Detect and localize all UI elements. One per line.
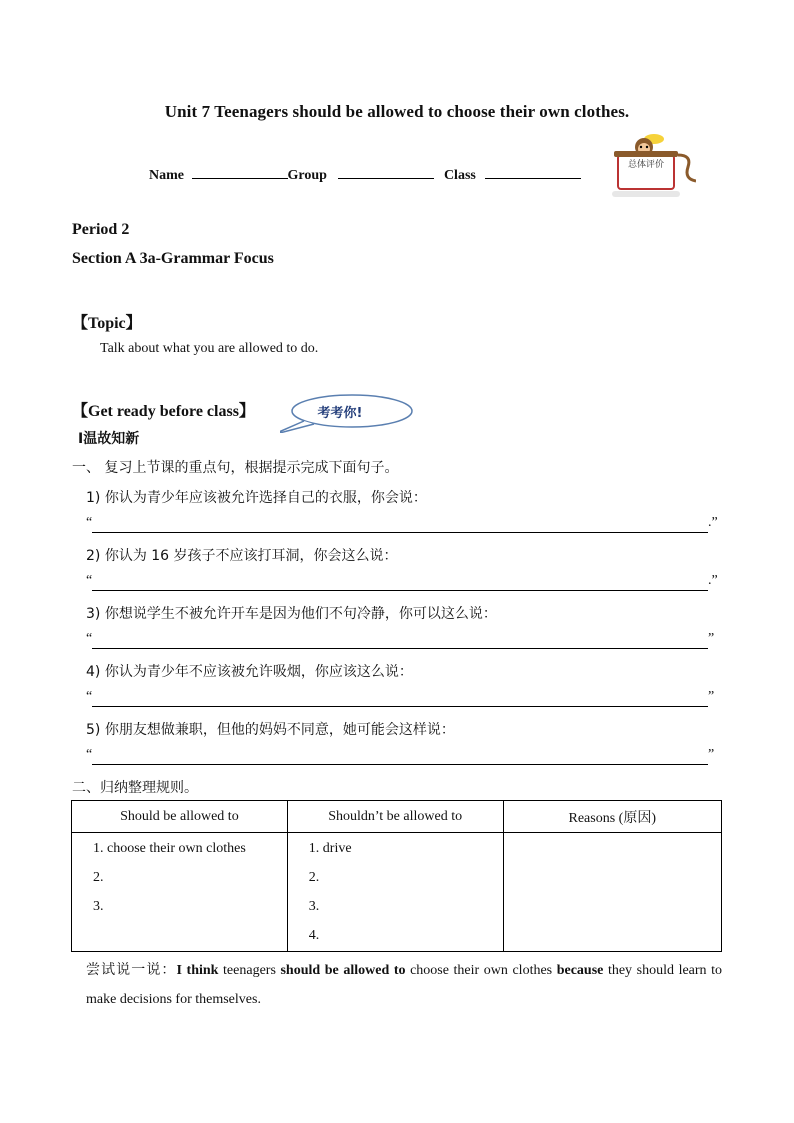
page-title: Unit 7 Teenagers should be allowed to choose their own clothes. <box>164 102 630 121</box>
list-item: 1. drive <box>308 841 352 856</box>
part-i-heading: Ⅰ温故知新 <box>78 431 140 447</box>
item-1: 1) 你认为青少年应该被允许选择自己的衣服，你会说： <box>86 490 427 506</box>
list-item: 3. <box>93 899 104 914</box>
rules-table <box>71 800 722 952</box>
table-row <box>72 833 722 952</box>
close-quote: ” <box>708 689 715 704</box>
topic-heading: 【Topic】 <box>72 315 142 332</box>
open-quote: “ <box>86 631 93 646</box>
answer-line-5[interactable] <box>92 764 708 765</box>
section-heading: Section A 3a-Grammar Focus <box>72 250 274 267</box>
item-3: 3) 你想说学生不被允许开车是因为他们不句冷静，你可以这么说： <box>86 606 497 622</box>
class-blank[interactable] <box>485 164 581 179</box>
open-quote: “ <box>86 573 93 588</box>
topic-text: Talk about what you are allowed to do. <box>100 341 319 356</box>
list-item: 2. <box>93 870 104 885</box>
should-list[interactable] <box>72 833 288 952</box>
reasons-cell[interactable] <box>503 833 722 952</box>
open-quote: “ <box>86 515 93 530</box>
table-header-row <box>72 801 722 833</box>
group-blank[interactable] <box>338 164 434 179</box>
class-label: Class <box>443 168 476 183</box>
list-item: 3. <box>308 899 320 914</box>
close-quote: .” <box>708 515 718 530</box>
item-5: 5) 你朋友想做兼职，但他的妈妈不同意，她可能会这样说： <box>86 722 455 738</box>
header-should: Should be allowed to <box>72 801 288 833</box>
speech-bubble-icon <box>280 393 414 433</box>
get-ready-heading: 【Get ready before class】 <box>72 403 255 420</box>
answer-line-4[interactable] <box>92 706 708 707</box>
task-two: 二、归纳整理规则。 <box>72 780 198 796</box>
try-say-paragraph: 尝试说一说：I think teenagers should be allowed to choose their own clothes because they should learn to make decisions for themselves. <box>86 962 723 1007</box>
shouldnt-list[interactable] <box>287 833 503 952</box>
open-quote: “ <box>86 747 93 762</box>
name-blank[interactable] <box>192 164 288 179</box>
evaluation-badge-icon <box>608 133 696 199</box>
item-4: 4) 你认为青少年不应该被允许吸烟，你应该这么说： <box>86 664 413 680</box>
bubble-text: 考考你! <box>317 406 363 421</box>
answer-line-2[interactable] <box>92 590 708 591</box>
list-item: 2. <box>308 870 320 885</box>
header-shouldnt: Shouldn’t be allowed to <box>287 801 503 833</box>
list-item: 4. <box>308 928 320 943</box>
badge-text: 总体评价 <box>627 160 665 170</box>
close-quote: .” <box>708 573 718 588</box>
group-label: Group <box>287 168 327 183</box>
header-reasons: Reasons (原因) <box>503 801 722 833</box>
answer-line-3[interactable] <box>92 648 708 649</box>
close-quote: ” <box>708 631 715 646</box>
task-one: 一、 复习上节课的重点句，根据提示完成下面句子。 <box>72 460 399 476</box>
item-2: 2) 你认为 16 岁孩子不应该打耳洞，你会这么说： <box>86 548 398 564</box>
name-label: Name <box>149 168 184 183</box>
period-heading: Period 2 <box>72 221 130 238</box>
close-quote: ” <box>708 747 715 762</box>
open-quote: “ <box>86 689 93 704</box>
answer-line-1[interactable] <box>92 532 708 533</box>
list-item: 1. choose their own clothes <box>93 841 246 856</box>
name-field-row <box>149 164 581 184</box>
